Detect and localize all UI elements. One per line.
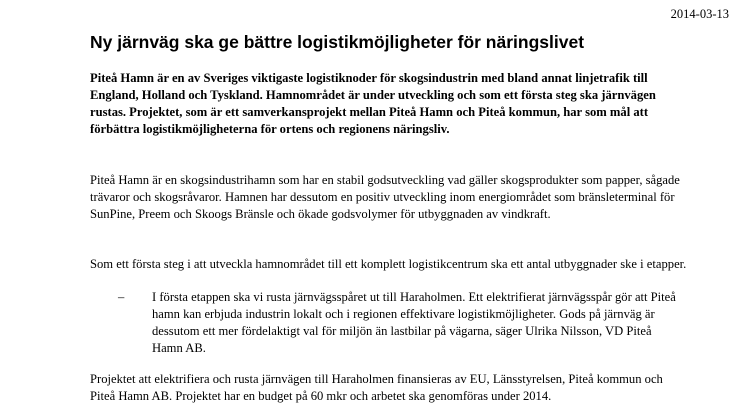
page-title: Ny järnväg ska ge bättre logistikmöjligheter för näringslivet <box>90 32 585 52</box>
bullet-marker: – <box>118 290 125 304</box>
document-date: 2014-03-13 <box>670 7 729 21</box>
lead-paragraph: Piteå Hamn är en av Sveriges viktigaste logistiknoder för skogsindustrin med bland annat linjetrafik till England, Holland och Tyskland. Hamnområdet är under utveckling och som ett första steg ska järnvägen rustas. Projektet, som är ett samverkansprojekt mellan Piteå Hamn och Piteå kommun, har som mål att förbättra logistikmöjligheterna för ortens och regionens näringsliv. <box>90 71 656 136</box>
body-paragraph-2: Som ett första steg i att utveckla hamnområdet till ett komplett logistikcentrum ska ett antal utbyggnader ske i etapper. <box>90 257 687 271</box>
bullet-text: I första etappen ska vi rusta järnvägsspåret ut till Haraholmen. Ett elektrifierat järnvägsspår gör att Piteå hamn kan erbjuda industrin lokalt och i regionen effektivare logistikmöjligheter. Gods på järnväg är dessutom ett mer fördelaktigt val för miljön än lastbilar på vägarna, säger Ulrika Nilsson, VD Piteå Hamn AB. <box>152 290 676 355</box>
body-paragraph-3: Projektet att elektrifiera och rusta järnvägen till Haraholmen finansieras av EU, Länsstyrelsen, Piteå kommun och Piteå Hamn AB. Projektet har en budget på 60 mkr och arbetet ska genomföras under 2014. <box>90 372 663 403</box>
body-paragraph-1: Piteå Hamn är en skogsindustrihamn som har en stabil godsutveckling vad gäller skogsprodukter som papper, sågade trävaror och skogsråvaror. Hamnen har dessutom en positiv utveckling inom energiområdet som bränsleterminal för SunPine, Preem och Skoogs Bränsle och ökade godsvolymer för utbyggnaden av vindkraft. <box>90 173 680 221</box>
